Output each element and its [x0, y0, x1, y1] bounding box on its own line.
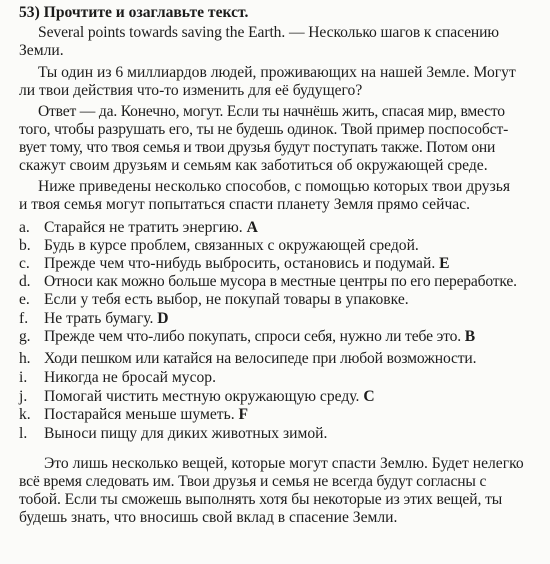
list-item-text: Постарайся меньше шуметь.	[44, 406, 235, 423]
intro-line-7: вует тому, что твоя семья и твои друзья будут поступать также. Потом они	[19, 139, 496, 156]
list-item-text: Никогда не бросай мусор.	[44, 369, 216, 386]
list-item-e	[19, 291, 409, 309]
list-item-a	[19, 219, 258, 237]
intro-line-9: Ниже приведены несколько способов, с помощью которых твои друзья	[38, 178, 511, 195]
outro-line-4: будешь знать, что вносишь свой вклад в спасение Земли.	[19, 509, 398, 526]
outro-line-2: всё время следовать им. Твои друзья и семья не всегда будут согласны с	[19, 473, 487, 490]
list-item-letter: b.	[19, 237, 31, 254]
list-item-text: Будь в курсе проблем, связанных с окружающей средой.	[44, 237, 419, 254]
intro-line-10: и твоя семья могут попытаться спасти планету Земля прямо сейчас.	[19, 196, 471, 213]
list-item-letter: f.	[19, 310, 29, 327]
list-item-l	[19, 425, 327, 443]
list-item-letter: j.	[19, 388, 28, 405]
intro-line-8: скажут своим друзьям и семьям как заботиться об окружающей среде.	[19, 157, 488, 174]
list-item-text: Прежде чем что-нибудь выбросить, остановись и подумай.	[44, 255, 436, 272]
list-item-text: Старайся не тратить энергию.	[44, 219, 243, 236]
list-item-letter: c.	[19, 255, 30, 272]
list-item-tag: E	[439, 255, 450, 272]
list-item-tag: D	[157, 310, 169, 327]
list-item-c	[19, 255, 450, 273]
list-item-letter: k.	[19, 406, 31, 423]
list-item-text: Ходи пешком или катайся на велосипеде при любой возможности.	[44, 350, 477, 367]
list-item-h	[19, 350, 476, 368]
outro-line-3: тобой. Если ты сможешь выполнять хотя бы некоторые из этих вещей, ты	[19, 491, 503, 508]
intro-line-4: ли твои действия что-то изменить для её будущего?	[19, 82, 363, 99]
list-item-text: Не трать бумагу.	[44, 310, 154, 327]
list-item-letter: i.	[19, 369, 28, 386]
intro-line-6: того, чтобы разрушать его, ты не будешь одинок. Твой пример поспособст-	[19, 121, 509, 138]
list-item-letter: a.	[19, 219, 30, 236]
list-item-text: Если у тебя есть выбор, не покупай товары в упаковке.	[44, 291, 409, 308]
list-item-letter: e.	[19, 291, 30, 308]
list-item-f	[19, 310, 169, 328]
list-item-text: Помогай чистить местную окружающую среду.	[44, 388, 360, 405]
list-item-tag: B	[464, 328, 475, 345]
list-item-text: Прежде чем что-либо покупать, спроси себя, нужно ли тебе это.	[44, 328, 461, 345]
list-item-d	[19, 273, 517, 291]
intro-line-2: Земли.	[19, 42, 64, 59]
list-item-g	[19, 328, 475, 346]
list-item-text: Относи как можно больше мусора в местные центры по его переработке.	[44, 273, 517, 290]
list-item-letter: l.	[19, 425, 28, 442]
list-item-i	[19, 369, 216, 387]
list-item-tag: F	[238, 406, 249, 423]
intro-line-5: Ответ — да. Конечно, могут. Если ты начнёшь жить, спасая мир, вместо	[38, 103, 505, 120]
list-item-tag: C	[363, 388, 375, 405]
list-item-text: Выноси пищу для диких животных зимой.	[44, 425, 328, 442]
list-item-k	[19, 406, 248, 424]
list-item-j	[19, 388, 375, 406]
list-item-letter: g.	[19, 328, 31, 345]
intro-line-1: Several points towards saving the Earth. — Несколько шагов к спасению	[38, 24, 499, 41]
intro-line-3: Ты один из 6 миллиардов людей, проживающих на нашей Земле. Могут	[38, 64, 516, 81]
outro-line-1: Это лишь несколько вещей, которые могут спасти Землю. Будет нелегко	[44, 455, 524, 472]
list-item-letter: d.	[19, 273, 31, 290]
list-item-tag: A	[246, 219, 258, 236]
list-item-b	[19, 237, 419, 255]
exercise-title: 53) Прочтите и озаглавьте текст.	[19, 4, 249, 21]
list-item-letter: h.	[19, 350, 31, 367]
